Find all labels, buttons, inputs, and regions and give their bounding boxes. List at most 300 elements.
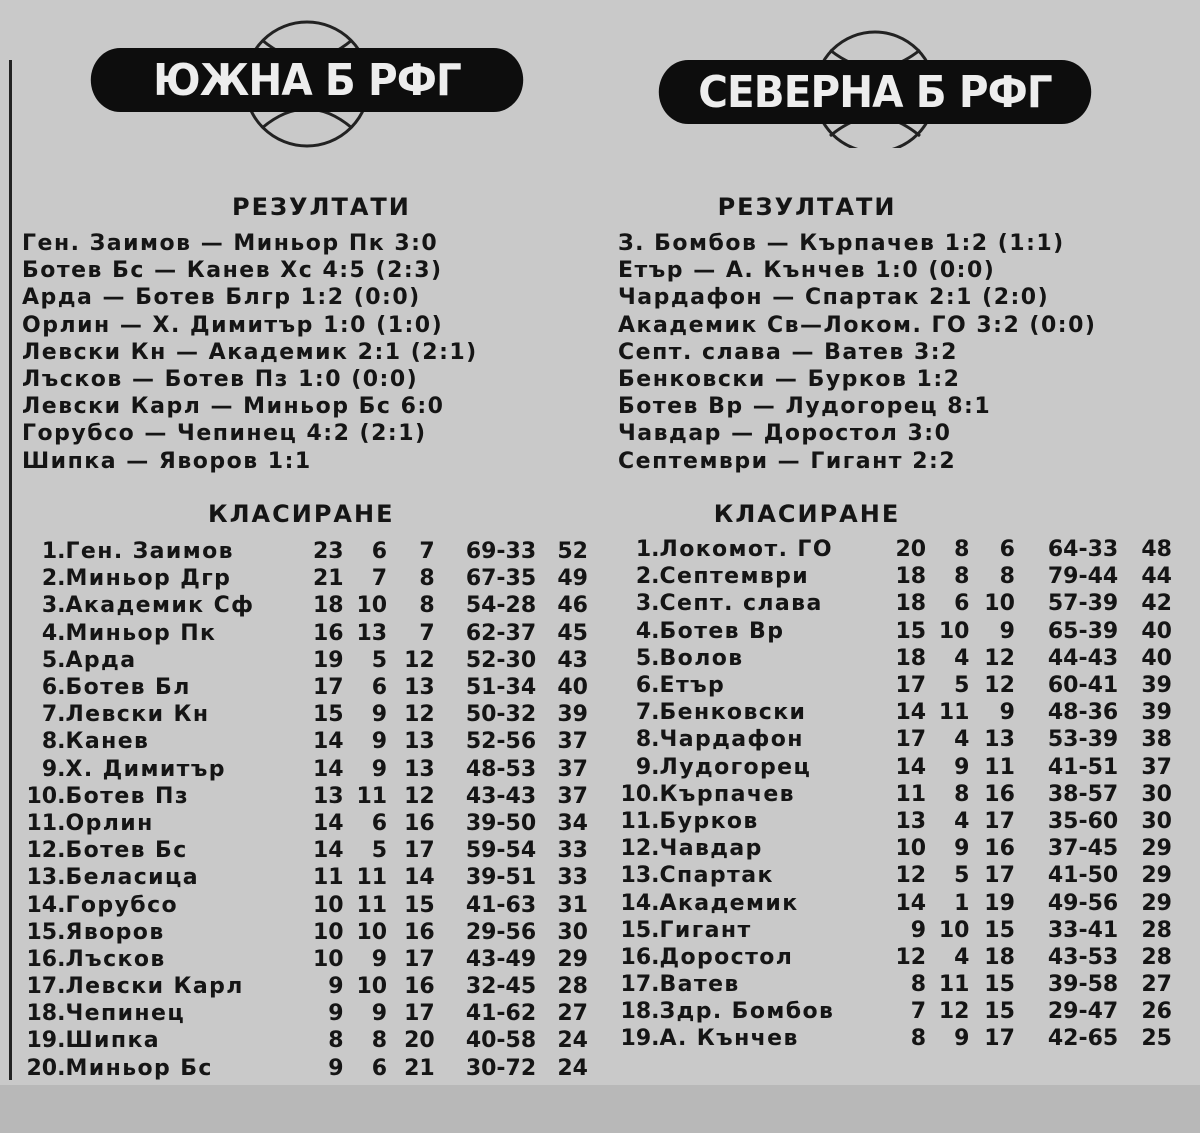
table-row: [612, 944, 1172, 971]
standing-team: Шипка: [65, 1028, 161, 1054]
south-banner-logo: [72, 18, 542, 148]
result-line: Горубсо — Чепинец 4:2 (2:1): [22, 421, 427, 447]
standing-points: 27: [557, 1001, 588, 1027]
table-row: [22, 891, 588, 918]
standing-losses: 13: [404, 675, 435, 701]
standing-wins: 11: [895, 781, 927, 807]
table-row: [612, 618, 1172, 645]
standing-position: 10.: [26, 783, 66, 809]
standing-draws: 7: [371, 566, 388, 592]
standing-losses: 15: [984, 999, 1015, 1025]
standing-draws: 11: [356, 783, 388, 809]
standing-draws: 6: [371, 675, 388, 701]
south-results-list: [22, 230, 478, 475]
standing-losses: 9: [999, 700, 1015, 726]
standing-team: Миньор Бс: [65, 1055, 213, 1081]
standing-goals: 40-58: [465, 1028, 537, 1054]
standing-losses: 16: [984, 836, 1015, 862]
standing-losses: 16: [984, 781, 1015, 807]
standing-goals: 57-39: [1047, 591, 1119, 617]
standing-goals: 43-53: [1047, 944, 1119, 970]
result-line: Етър — А. Кънчев 1:0 (0:0): [618, 258, 996, 284]
standing-wins: 14: [312, 756, 344, 782]
table-row: [612, 672, 1172, 699]
standing-losses: 12: [404, 647, 435, 673]
standing-wins: 21: [312, 566, 344, 592]
standing-draws: 5: [371, 838, 388, 864]
standing-draws: 10: [356, 593, 388, 619]
standing-losses: 19: [984, 890, 1015, 916]
table-row: [612, 754, 1172, 781]
standing-team: Спартак: [659, 863, 774, 889]
standing-points: 40: [1141, 618, 1172, 644]
standing-wins: 18: [895, 645, 927, 671]
standing-goals: 49-56: [1047, 890, 1119, 916]
standing-position: 3.: [41, 593, 66, 619]
standing-team: Септември: [659, 564, 810, 590]
standing-wins: 18: [312, 593, 344, 619]
standing-points: 37: [557, 756, 588, 782]
standing-losses: 13: [984, 727, 1015, 753]
standing-team: Левски Кн: [65, 702, 210, 728]
standing-goals: 41-50: [1047, 863, 1119, 889]
standing-position: 6.: [41, 675, 66, 701]
standing-wins: 11: [312, 865, 344, 891]
standing-goals: 67-35: [465, 566, 537, 592]
standing-points: 33: [557, 838, 588, 864]
standing-goals: 39-50: [465, 810, 537, 836]
standing-position: 6.: [635, 673, 660, 699]
standing-team: Х. Димитър: [65, 756, 226, 782]
standing-draws: 10: [938, 618, 970, 644]
north-banner-logo: [640, 18, 1110, 148]
standing-goals: 41-51: [1047, 754, 1119, 780]
standing-draws: 9: [371, 946, 388, 972]
standing-points: 29: [557, 946, 588, 972]
standing-team: Доростол: [659, 944, 794, 970]
standing-losses: 17: [984, 863, 1015, 889]
result-line: Чавдар — Доростол 3:0: [618, 421, 952, 447]
standing-position: 20.: [26, 1055, 66, 1081]
result-line: Ботев Вр — Лудогорец 8:1: [618, 394, 992, 420]
standing-goals: 59-54: [465, 838, 537, 864]
standing-goals: 60-41: [1047, 673, 1119, 699]
standing-wins: 9: [328, 1055, 344, 1081]
standing-points: 27: [1141, 972, 1172, 998]
standing-goals: 30-72: [465, 1055, 537, 1081]
table-row: [22, 973, 588, 1000]
table-row: [612, 835, 1172, 862]
standing-draws: 5: [954, 863, 970, 889]
standing-team: Септ. слава: [659, 591, 823, 617]
standing-losses: 7: [419, 620, 435, 646]
standing-team: Канев: [65, 729, 150, 755]
standing-goals: 35-60: [1047, 808, 1119, 834]
standing-goals: 44-43: [1047, 645, 1119, 671]
standing-team: Етър: [659, 673, 726, 699]
result-line: Септември — Гигант 2:2: [618, 448, 957, 474]
result-line: Септ. слава — Ватев 3:2: [618, 339, 958, 365]
standing-team: Беласица: [65, 865, 199, 891]
standing-points: 39: [1141, 700, 1172, 726]
standing-position: 14.: [620, 890, 660, 916]
table-row: [612, 645, 1172, 672]
standing-goals: 41-62: [465, 1001, 537, 1027]
standing-position: 4.: [41, 620, 66, 646]
standing-wins: 17: [312, 675, 344, 701]
standing-goals: 29-56: [465, 919, 537, 945]
result-line: Бенковски — Бурков 1:2: [618, 366, 961, 392]
standing-team: Ген. Заимов: [65, 539, 234, 565]
standing-position: 16.: [26, 946, 66, 972]
standing-goals: 37-45: [1047, 836, 1119, 862]
table-row: [22, 756, 588, 783]
standing-position: 5.: [41, 647, 66, 673]
standing-goals: 65-39: [1047, 618, 1119, 644]
standing-points: 43: [557, 647, 588, 673]
standing-team: Лудогорец: [659, 754, 812, 780]
standing-team: Ботев Вр: [659, 618, 785, 644]
standing-losses: 15: [984, 917, 1015, 943]
standing-wins: 15: [895, 618, 927, 644]
standing-points: 30: [1141, 808, 1172, 834]
result-line: Левски Карл — Миньор Бс 6:0: [22, 394, 445, 420]
standing-position: 12.: [26, 838, 66, 864]
standing-losses: 16: [404, 810, 435, 836]
standing-wins: 14: [895, 890, 927, 916]
table-row: [22, 1000, 588, 1027]
standing-draws: 9: [371, 729, 388, 755]
standing-draws: 9: [954, 1026, 970, 1052]
standing-draws: 10: [356, 974, 388, 1000]
table-row: [612, 889, 1172, 916]
standing-wins: 8: [328, 1028, 344, 1054]
result-line: Ботев Бс — Канев Хс 4:5 (2:3): [22, 258, 443, 284]
standing-team: Бенковски: [659, 700, 807, 726]
table-row: [22, 783, 588, 810]
standing-position: 9.: [635, 754, 660, 780]
south-banner-title: ЮЖНА Б РФГ: [91, 48, 523, 112]
standing-wins: 10: [895, 836, 927, 862]
standing-losses: 12: [984, 645, 1015, 671]
table-row: [612, 726, 1172, 753]
standing-wins: 16: [312, 620, 344, 646]
standing-points: 28: [1141, 917, 1172, 943]
result-line: Чардафон — Спартак 2:1 (2:0): [618, 285, 1050, 311]
standing-team: Яворов: [65, 919, 165, 945]
table-row: [22, 592, 588, 619]
standing-wins: 10: [312, 919, 344, 945]
standing-points: 40: [1141, 645, 1172, 671]
table-row: [612, 699, 1172, 726]
standing-position: 9.: [41, 756, 66, 782]
standing-losses: 16: [404, 919, 435, 945]
standing-draws: 5: [954, 673, 970, 699]
standing-draws: 9: [371, 1001, 388, 1027]
standing-draws: 11: [356, 892, 388, 918]
standing-points: 48: [1141, 537, 1172, 563]
standing-losses: 13: [404, 729, 435, 755]
table-row: [22, 946, 588, 973]
standing-losses: 9: [999, 618, 1015, 644]
table-row: [22, 674, 588, 701]
standing-wins: 19: [312, 647, 344, 673]
standing-losses: 7: [419, 539, 435, 565]
standing-draws: 8: [954, 564, 970, 590]
south-standings-heading: КЛАСИРАНЕ: [208, 500, 395, 528]
standing-points: 28: [1141, 944, 1172, 970]
table-row: [22, 538, 588, 565]
standing-points: 37: [1141, 754, 1172, 780]
standing-team: Арда: [65, 647, 137, 673]
standing-goals: 43-49: [465, 946, 537, 972]
standing-wins: 14: [312, 810, 344, 836]
standing-team: Чавдар: [659, 836, 763, 862]
standing-goals: 53-39: [1047, 727, 1119, 753]
standing-team: Чепинец: [65, 1001, 186, 1027]
standing-wins: 14: [312, 838, 344, 864]
standing-points: 26: [1141, 999, 1172, 1025]
standing-position: 11.: [26, 810, 66, 836]
result-line: Ген. Заимов — Миньор Пк 3:0: [22, 231, 439, 256]
standing-wins: 18: [895, 591, 927, 617]
standing-goals: 41-63: [465, 892, 537, 918]
standing-wins: 8: [910, 972, 927, 998]
standing-points: 39: [1141, 673, 1172, 699]
table-row: [612, 998, 1172, 1025]
standing-draws: 8: [954, 781, 970, 807]
standing-team: Ватев: [659, 972, 740, 998]
standing-losses: 8: [419, 593, 435, 619]
standing-losses: 12: [984, 673, 1015, 699]
standing-goals: 48-53: [465, 756, 537, 782]
standing-team: Горубсо: [65, 892, 179, 918]
standing-draws: 4: [954, 727, 970, 753]
standing-points: 30: [1141, 781, 1172, 807]
standing-wins: 10: [312, 892, 344, 918]
standing-team: Здр. Бомбов: [659, 999, 835, 1025]
standing-wins: 20: [895, 537, 927, 563]
standing-position: 11.: [620, 808, 660, 834]
standing-draws: 12: [938, 999, 970, 1025]
standing-points: 39: [557, 702, 588, 728]
standing-points: 34: [557, 810, 588, 836]
standing-position: 7.: [635, 700, 660, 726]
standing-position: 14.: [26, 892, 66, 918]
standing-losses: 16: [404, 974, 435, 1000]
standing-goals: 52-56: [465, 729, 537, 755]
standing-team: Лъсков: [65, 946, 166, 972]
standing-losses: 21: [404, 1055, 435, 1081]
standing-points: 44: [1141, 564, 1172, 590]
result-line: Шипка — Яворов 1:1: [22, 448, 312, 474]
result-line: Лъсков — Ботев Пз 1:0 (0:0): [22, 366, 419, 392]
result-line: Левски Кн — Академик 2:1 (2:1): [22, 339, 478, 365]
table-row: [612, 1025, 1172, 1052]
standing-goals: 32-45: [465, 974, 537, 1000]
page-margin: [0, 1085, 1200, 1133]
standing-position: 18.: [620, 999, 660, 1025]
standing-losses: 8: [419, 566, 435, 592]
standing-goals: 50-32: [465, 702, 537, 728]
standing-wins: 12: [895, 944, 927, 970]
standing-goals: 38-57: [1047, 781, 1119, 807]
standing-goals: 51-34: [465, 675, 537, 701]
table-row: [22, 1055, 588, 1082]
standing-points: 33: [557, 865, 588, 891]
standing-draws: 4: [954, 645, 970, 671]
standing-losses: 17: [404, 1001, 435, 1027]
standing-goals: 39-58: [1047, 972, 1119, 998]
standing-goals: 29-47: [1047, 999, 1119, 1025]
standing-position: 15.: [620, 917, 660, 943]
standing-team: Миньор Пк: [65, 620, 217, 646]
table-row: [22, 728, 588, 755]
standing-losses: 11: [984, 754, 1015, 780]
standing-team: Локомот. ГО: [659, 537, 833, 563]
standing-wins: 9: [328, 1001, 344, 1027]
south-standings-table: [22, 538, 588, 1082]
standing-team: Академик: [659, 890, 799, 916]
standing-points: 38: [1141, 727, 1172, 753]
standing-wins: 15: [312, 702, 344, 728]
standing-losses: 14: [404, 865, 435, 891]
south-results-heading: РЕЗУЛТАТИ: [232, 193, 411, 221]
standing-draws: 4: [954, 944, 970, 970]
standing-points: 49: [557, 566, 588, 592]
standing-position: 17.: [26, 974, 66, 1000]
standing-draws: 9: [371, 756, 388, 782]
standing-position: 13.: [620, 863, 660, 889]
standing-draws: 9: [954, 754, 970, 780]
standing-draws: 9: [954, 836, 970, 862]
table-row: [22, 810, 588, 837]
north-standings-table: [612, 536, 1172, 1053]
standing-points: 42: [1141, 591, 1172, 617]
standing-goals: 43-43: [465, 783, 537, 809]
standing-points: 52: [557, 539, 588, 565]
standing-points: 45: [557, 620, 588, 646]
table-row: [612, 563, 1172, 590]
standing-losses: 17: [984, 1026, 1015, 1052]
standing-team: Чардафон: [659, 727, 804, 753]
standing-team: Ботев Бл: [65, 675, 191, 701]
standing-wins: 23: [312, 539, 344, 565]
standing-points: 25: [1141, 1026, 1172, 1052]
standing-points: 30: [557, 919, 588, 945]
standing-draws: 6: [371, 1055, 388, 1081]
standing-wins: 17: [895, 673, 927, 699]
table-row: [22, 864, 588, 891]
standing-losses: 18: [984, 944, 1015, 970]
standing-wins: 9: [910, 917, 927, 943]
standing-position: 4.: [635, 618, 660, 644]
standing-goals: 69-33: [465, 539, 537, 565]
standing-wins: 18: [895, 564, 927, 590]
standing-team: Ботев Пз: [65, 783, 190, 809]
standing-losses: 17: [404, 838, 435, 864]
result-line: З. Бомбов — Кърпачев 1:2 (1:1): [618, 231, 1065, 256]
standing-position: 10.: [620, 781, 660, 807]
standing-wins: 9: [328, 974, 344, 1000]
standing-goals: 62-37: [465, 620, 537, 646]
standing-position: 3.: [635, 591, 660, 617]
result-line: Академик Св—Локом. ГО 3:2 (0:0): [618, 312, 1097, 338]
table-row: [22, 1027, 588, 1054]
standing-losses: 8: [999, 564, 1015, 590]
table-row: [612, 917, 1172, 944]
result-line: Орлин — Х. Димитър 1:0 (1:0): [22, 312, 444, 338]
standing-losses: 15: [984, 972, 1015, 998]
standing-draws: 5: [371, 647, 388, 673]
standing-position: 8.: [41, 729, 66, 755]
standing-wins: 8: [910, 1026, 927, 1052]
column-rule: [9, 60, 12, 1080]
result-line: Арда — Ботев Блгр 1:2 (0:0): [22, 285, 421, 311]
standing-draws: 11: [938, 700, 970, 726]
standing-points: 24: [557, 1055, 588, 1081]
standing-goals: 42-65: [1047, 1026, 1119, 1052]
standing-draws: 8: [371, 1028, 388, 1054]
table-row: [22, 919, 588, 946]
standing-wins: 14: [895, 700, 927, 726]
standing-position: 7.: [41, 702, 66, 728]
standing-position: 1.: [635, 537, 660, 563]
standing-goals: 79-44: [1047, 564, 1119, 590]
standing-team: Орлин: [65, 810, 154, 836]
standing-losses: 13: [404, 756, 435, 782]
standing-points: 37: [557, 783, 588, 809]
table-row: [612, 781, 1172, 808]
standing-goals: 64-33: [1047, 537, 1119, 563]
standing-position: 15.: [26, 919, 66, 945]
standing-position: 8.: [635, 727, 660, 753]
table-row: [22, 837, 588, 864]
standing-team: Левски Карл: [65, 974, 244, 1000]
standing-position: 2.: [41, 566, 66, 592]
standing-draws: 10: [356, 919, 388, 945]
north-results-list: [618, 230, 1096, 475]
standing-position: 2.: [635, 564, 660, 590]
table-row: [22, 565, 588, 592]
standing-team: Ботев Бс: [65, 838, 188, 864]
standing-goals: 52-30: [465, 647, 537, 673]
standing-losses: 20: [404, 1028, 435, 1054]
north-results-heading: РЕЗУЛТАТИ: [717, 193, 897, 221]
standing-goals: 48-36: [1047, 700, 1119, 726]
standing-draws: 1: [954, 890, 970, 916]
standing-points: 24: [557, 1028, 588, 1054]
standing-team: Академик Сф: [65, 593, 255, 619]
standing-wins: 13: [895, 808, 927, 834]
standing-goals: 39-51: [465, 865, 537, 891]
standing-draws: 11: [356, 865, 388, 891]
standing-draws: 6: [371, 810, 388, 836]
standing-team: Кърпачев: [659, 781, 795, 807]
standing-losses: 12: [404, 702, 435, 728]
standing-draws: 13: [356, 620, 388, 646]
standing-points: 31: [557, 892, 588, 918]
standing-position: 5.: [635, 645, 660, 671]
table-row: [612, 808, 1172, 835]
standing-losses: 12: [404, 783, 435, 809]
standing-position: 17.: [620, 972, 660, 998]
standing-draws: 10: [938, 917, 970, 943]
standing-wins: 7: [910, 999, 927, 1025]
table-row: [612, 536, 1172, 563]
standing-points: 37: [557, 729, 588, 755]
standing-wins: 13: [312, 783, 344, 809]
